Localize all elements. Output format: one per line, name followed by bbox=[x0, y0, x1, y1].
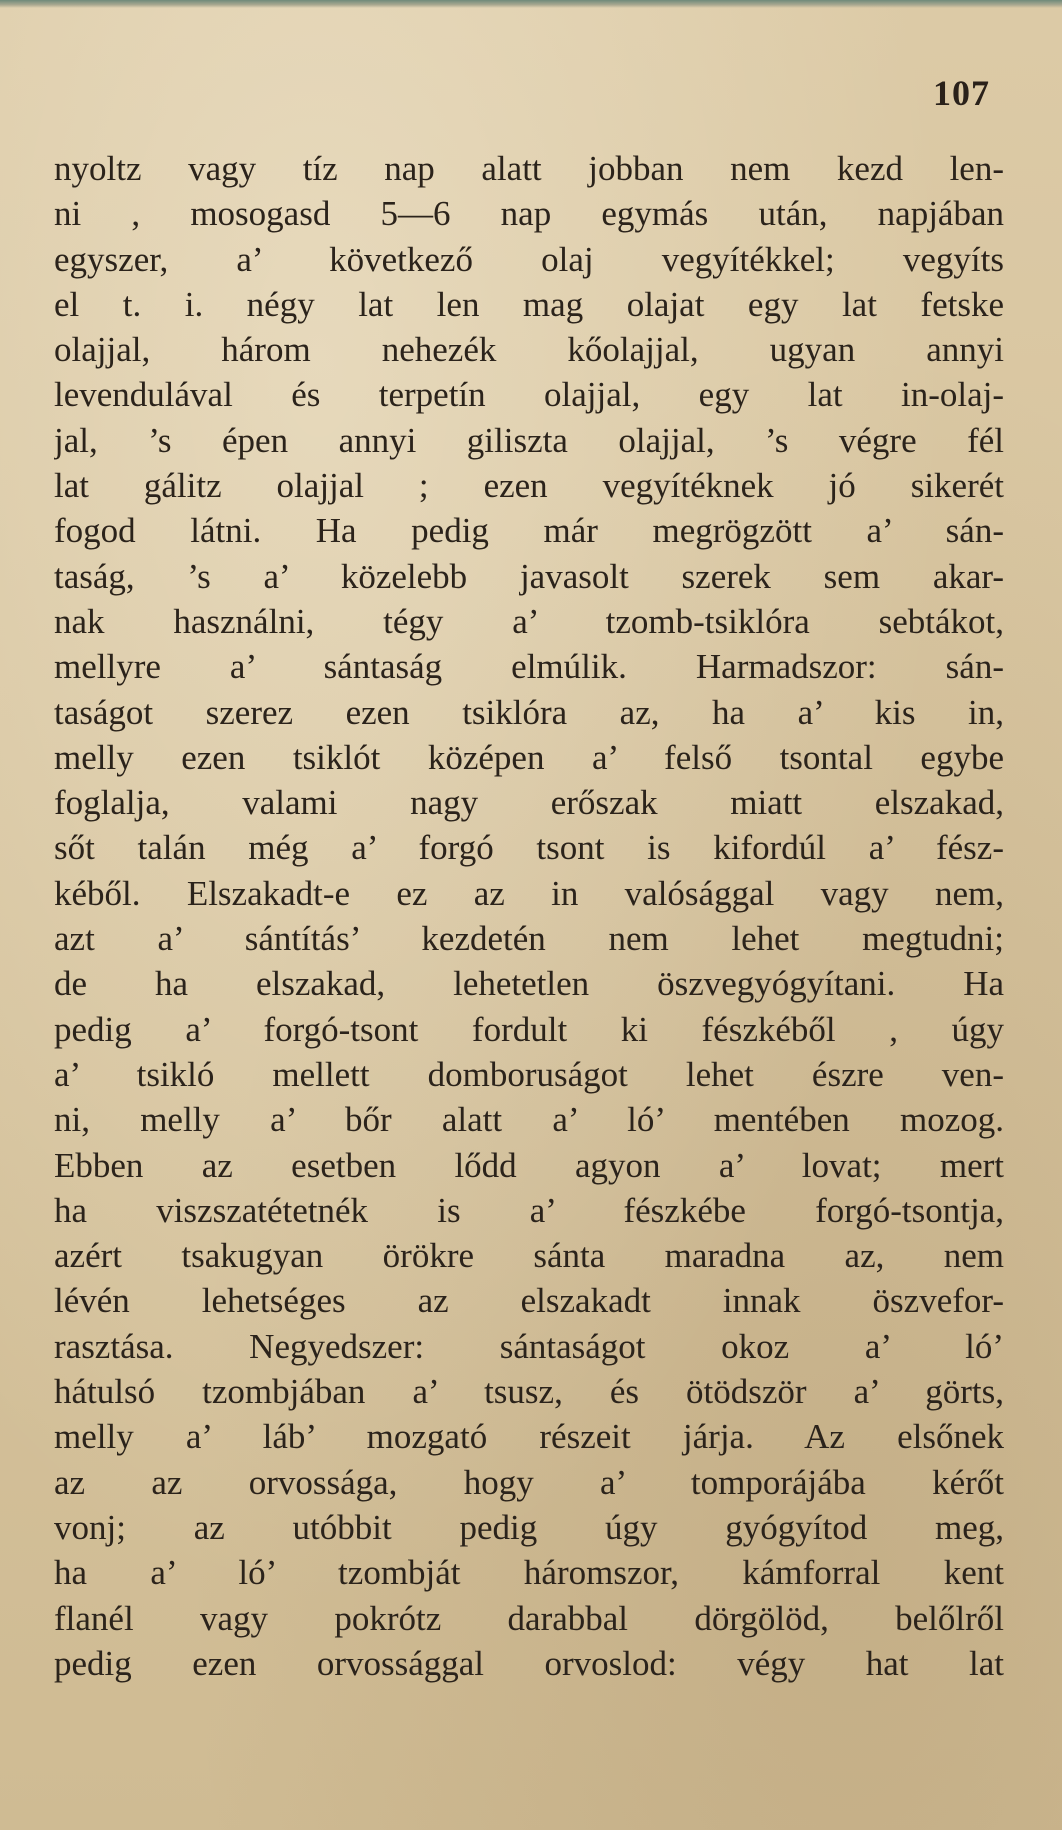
text-line: azt a’ sántítás’ kezdetén nem lehet megtudni; bbox=[54, 919, 1004, 959]
text-line: mellyre a’ sántaság elmúlik. Harmadszor: sán- bbox=[54, 647, 1004, 687]
text-line: pedig a’ forgó-tsont fordult ki fészkéből , úgy bbox=[54, 1009, 1004, 1049]
text-line: ni , mosogasd 5—6 nap egymás után, napjában bbox=[54, 194, 1004, 234]
text-line: ha viszszatétetnék is a’ fészkébe forgó-tsontja, bbox=[54, 1190, 1004, 1230]
text-line: fogod látni. Ha pedig már megrögzött a’ sán- bbox=[54, 511, 1004, 551]
page-number: 107 bbox=[933, 73, 990, 113]
text-line: levendulával és terpetín olajjal, egy lat in-olaj- bbox=[54, 375, 1004, 415]
text-line: el t. i. négy lat len mag olajat egy lat fetske bbox=[54, 284, 1004, 324]
text-line: lat gálitz olajjal ; ezen vegyítéknek jó sikerét bbox=[54, 466, 1004, 506]
text-line: taság, ’s a’ közelebb javasolt szerek sem akar- bbox=[54, 556, 1004, 596]
text-line: flanél vagy pokrótz darabbal dörgölöd, belőlről bbox=[54, 1598, 1004, 1638]
text-line: sőt talán még a’ forgó tsont is kifordúl a’ fész- bbox=[54, 828, 1004, 868]
text-line: olajjal, három nehezék kőolajjal, ugyan annyi bbox=[54, 330, 1004, 370]
text-line: rasztása. Negyedszer: sántaságot okoz a’ ló’ bbox=[54, 1326, 1004, 1366]
text-line: pedig ezen orvossággal orvoslod: végy hat lat bbox=[54, 1643, 1004, 1683]
body-text bbox=[54, 146, 1004, 1686]
text-line: egyszer, a’ következő olaj vegyítékkel; vegyíts bbox=[54, 239, 1004, 279]
text-line: azért tsakugyan örökre sánta maradna az, nem bbox=[54, 1236, 1004, 1276]
text-line: az az orvossága, hogy a’ tomporájába kérőt bbox=[54, 1462, 1004, 1502]
text-line: de ha elszakad, lehetetlen öszvegyógyítani. Ha bbox=[54, 964, 1004, 1004]
text-line: ni, melly a’ bőr alatt a’ ló’ mentében mozog. bbox=[54, 1100, 1004, 1140]
text-line: nyoltz vagy tíz nap alatt jobban nem kezd len- bbox=[54, 149, 1004, 188]
text-line: foglalja, valami nagy erőszak miatt elszakad, bbox=[54, 783, 1004, 823]
page-top-edge bbox=[0, 0, 1062, 8]
text-line: melly ezen tsiklót középen a’ felső tsontal egybe bbox=[54, 737, 1004, 777]
text-line: jal, ’s épen annyi giliszta olajjal, ’s végre fél bbox=[54, 420, 1004, 460]
text-line: vonj; az utóbbit pedig úgy gyógyítod meg, bbox=[54, 1507, 1004, 1547]
text-line: a’ tsikló mellett domboruságot lehet észre ven- bbox=[54, 1054, 1004, 1094]
text-line: kéből. Elszakadt-e ez az in valósággal vagy nem, bbox=[54, 873, 1004, 913]
text-line: taságot szerez ezen tsiklóra az, ha a’ kis in, bbox=[54, 692, 1004, 732]
text-line: ha a’ ló’ tzombját háromszor, kámforral kent bbox=[54, 1553, 1004, 1593]
text-line: lévén lehetséges az elszakadt innak öszvefor- bbox=[54, 1281, 1004, 1321]
text-line: nak használni, tégy a’ tzomb-tsiklóra sebtákot, bbox=[54, 601, 1004, 641]
text-line: Ebben az esetben lődd agyon a’ lovat; mert bbox=[54, 1145, 1004, 1185]
text-line: hátulsó tzombjában a’ tsusz, és ötödször a’ görts, bbox=[54, 1372, 1004, 1412]
text-line: melly a’ láb’ mozgató részeit járja. Az elsőnek bbox=[54, 1417, 1004, 1457]
